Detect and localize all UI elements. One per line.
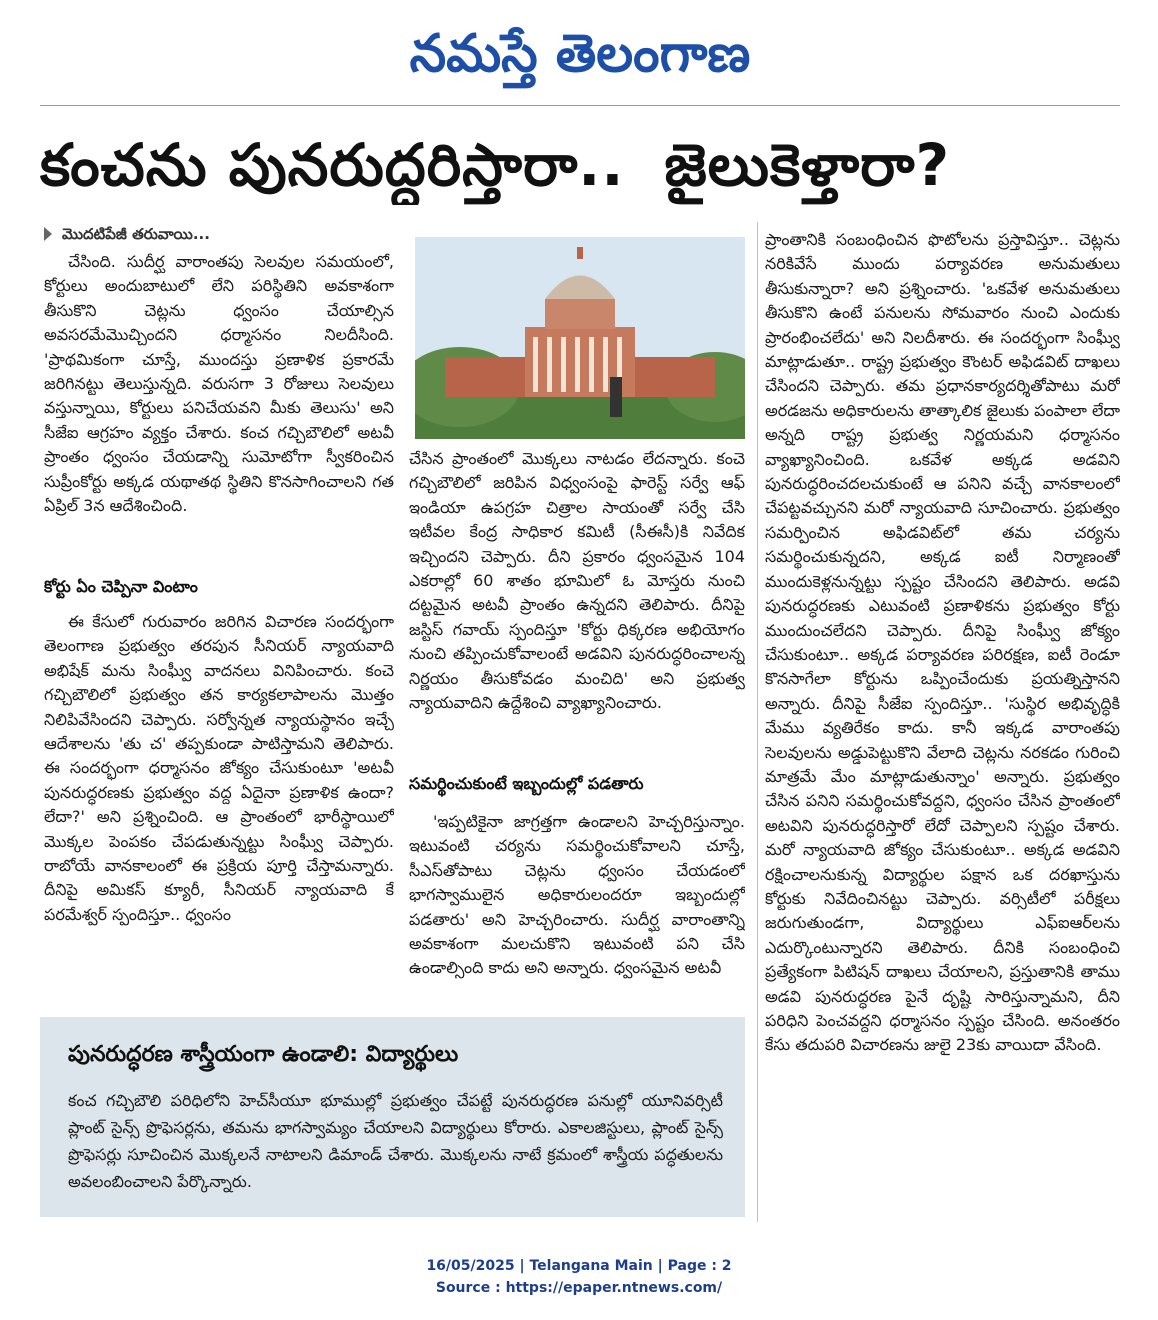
paragraph: 'ఇప్పటికైనా జాగ్రత్తగా ఉండాలని హెచ్చరిస్తున్నాం. ఇటువంటి చర్యను సమర్థించుకోవాలని చూస్తే, సీఎస్‌తోపాటు చెట్లను ధ్వంసం చేయడంలో భాగస్వాములైన అధికారులందరూ ఇబ్బందుల్లో పడతారు' అని హెచ్చరించారు. సుదీర్ఘ వారాంతాన్ని అవకాశంగా మలచుకొని ఇటువంటి పని చేసి ఉండాల్సింది కాదు అని అన్నారు. ధ్వంసమైన అటవీ — [409, 812, 745, 978]
header-rule — [40, 105, 1120, 106]
column-2-bottom — [409, 810, 745, 1000]
paragraph: చేసింది. సుదీర్ఘ వారాంతపు సెలవుల సమయంలో, కోర్టులు అందుబాటులో లేని పరిస్థితిని అవకాశంగా తీసుకొని చెట్లను ధ్వంసం చేయాల్సిన అవసరమేమొచ్చిందని ధర్మాసనం నిలదీసింది. 'ప్రాథమికంగా చూస్తే, ముందస్తు ప్రణాళిక ప్రకారమే జరిగినట్టు తెలుస్తున్నది. వరుసగా 3 రోజులు సెలవులు వస్తున్నాయి, కోర్టులు పనిచేయవని మీకు తెలుసు' అని సీజేఐ ఆగ్రహం వ్యక్తం చేశారు. కంచ గచ్చిబౌలిలో అటవీ ప్రాంతం ధ్వంసం చేయడాన్ని సుమోటోగా స్వీకరించిన సుప్రీంకోర్టు అక్కడ యథాతథ స్థితిని కొనసాగించాలని గత ఏప్రిల్ 3న ఆదేశించింది. — [44, 252, 394, 516]
column-3 — [765, 228, 1120, 1218]
paragraph: చేసిన ప్రాంతంలో మొక్కలు నాటడం లేదన్నారు. కంచె గచ్చిబౌలిలో జరిపిన విధ్వంసంపై ఫారెస్ట్ సర్వే ఆఫ్ ఇండియా ఉపగ్రహ చిత్రాల సాయంతో సర్వే చేసి ఇటీవల కేంద్ర సాధికార కమిటీ (సీఈసీ)కి నివేదిక ఇచ్చిందని చెప్పారు. దీని ప్రకారం ధ్వంసమైన 104 ఎకరాల్లో 60 శాతం భూమిలో ఓ మోస్తరు నుంచి దట్టమైన అటవీ ప్రాంతం ఉన్నదని తెలిపారు. దీనిపై జస్టిస్ గవాయ్ స్పందిస్తూ 'కోర్టు ధిక్కరణ అభియోగం నుంచి తప్పించుకోవాలంటే అడవిని పునరుద్ధరించాలన్న నిర్ణయం తీసుకోవడం మంచిది' అని ప్రభుత్వ న్యాయవాదిని ఉద్దేశించి వ్యాఖ్యానించారు. — [409, 449, 745, 713]
box-body: కంచ గచ్చిబౌలి పరిధిలోని హెచ్‌సీయూ భూముల్లో ప్రభుత్వం చేపట్టే పునరుద్ధరణ పనుల్లో యూనివర్సిటీ ప్లాంట్ సైన్స్ ప్రొఫెసర్లను, తమను భాగస్వామ్యం చేయాలని విద్యార్థులు కోరారు. ఎకాలజిస్టులు, ప్లాంట్ సైన్స్ ప్రొఫెసర్లు సూచించిన మొక్కలనే నాటాలని డిమాండ్ చేశారు. మొక్కలను నాటే క్రమంలో శాస్త్రీయ పద్ధతులను అవలంబించాలని పేర్కొన్నారు. — [68, 1091, 723, 1191]
column-1-top — [44, 250, 394, 583]
headline — [40, 125, 1120, 205]
masthead-logo: నమస్తే తెలంగాణ — [409, 23, 751, 84]
paragraph: ప్రాంతానికి సంబంధించిన ఫొటోలను ప్రస్తావిస్తూ.. చెట్లను నరికివేసే ముందు పర్యావరణ అనుమతులు తీసుకున్నారా? అని ప్రశ్నించారు. 'ఒకవేళ అనుమతులు తీసుకొని ఉంటే పనులను సోమవారం నుంచి ఎందుకు ప్రారంభించలేదు' అని నిలదీశారు. ఈ సందర్భంగా సింఘ్వీ మాట్లాడుతూ.. రాష్ట్ర ప్రభుత్వం కౌంటర్ అఫిడవిట్ దాఖలు చేసిందని చెప్పారు. తమ ప్రధానకార్యదర్శితోపాటు మరో అరడజను అధికారులను తాత్కాలిక జైలుకు పంపాలా లేదా అన్నది రాష్ట్ర ప్రభుత్వ నిర్ణయమని ధర్మాసనం వ్యాఖ్యానించింది. ఒకవేళ అక్కడ అడవిని పునరుద్ధరించదలచుకుంటే ఆ పనిని వచ్చే వానకాలంలో చేపట్టవచ్చునని మరో న్యాయవాది సూచించారు. ప్రభుత్వం సమర్పించిన అఫిడవిట్‌లో తమ చర్యను సమర్థించుకున్నదని, అక్కడ ఐటీ నిర్మాణంతో ముందుకెళ్లనున్నట్టు స్పష్టం చేసిందని తెలిపారు. అడవి పునరుద్ధరణకు ఎటువంటి ప్రణాళికను ప్రభుత్వం కోర్టు ముందుంచలేదని చెప్పారు. దీనిపై సింఘ్వీ జోక్యం చేసుకుంటూ.. అక్కడ పర్యావరణ పరిరక్షణ, ఐటీ రెండూ కొనసాగేలా కోర్టును ఒప్పించేందుకు ప్రయత్నిస్తానని అన్నారు. దీనిపై సీజేఐ స్పందిస్తూ.. 'సుస్థిర అభివృద్ధికి మేము వ్యతిరేకం కాదు. కానీ ఇక్కడ వారాంతపు సెలవులను అడ్డుపెట్టుకొని వేలాది చెట్లను నరకడం గురించి మాత్రమే మేం మాట్లాడుతున్నాం' అన్నారు. ప్రభుత్వం చేసిన పనిని సమర్థించుకోవద్దని, ధ్వంసం చేసిన ప్రాంతంలో అటవిని పునరుద్ధరిస్తారో లేదో చెప్పాలని స్పష్టం చేశారు. మరో న్యాయవాది జోక్యం చేసుకుంటూ.. అక్కడ అడవిని రక్షించాలనుకున్న విద్యార్థుల పక్షాన ఒక దరఖాస్తును కోర్టుకు నివేదించినట్టు చెప్పారు. వర్సిటీలో పరీక్షలు జరుగుతుండగా, విద్యార్థులు ఎఫ్‌ఐఆర్‌లను ఎదుర్కొంటున్నారని తెలిపారు. దీనికి సంబంధించి ప్రత్యేకంగా పిటిషన్ దాఖలు చేయాలని, ప్రస్తుతానికి తాము అడవి పునరుద్ధరణ పైనే దృష్టి సారిస్తున్నామని, దీని పరిధిని పెంచవద్దని ధర్మాసనం స్పష్టం చేసింది. అనంతరం కేసు తదుపరి విచారణను జులై 23కు వాయిదా వేసింది. — [765, 230, 1120, 1055]
headline-part2: జైలుకెళ్తారా? — [664, 131, 951, 199]
kicker — [44, 222, 210, 246]
footer — [0, 1255, 1158, 1299]
subheading-warning: సమర్థించుకుంటే ఇబ్బందుల్లో పడతారు — [409, 774, 644, 793]
footer-date-line: 16/05/2025 | Telangana Main | Page : 2 — [426, 1258, 732, 1274]
supreme-court-illustration — [415, 237, 745, 439]
arrow-icon — [44, 227, 52, 241]
footer-source-link[interactable]: Source : https://epaper.ntnews.com/ — [435, 1280, 723, 1296]
kicker-text: మొదటిపేజీ తరువాయి... — [62, 225, 210, 243]
paragraph: ఈ కేసులో గురువారం జరిగిన విచారణ సందర్భంగా తెలంగాణ ప్రభుత్వం తరపున సీనియర్ న్యాయవాది అభిషేక్ మను సింఘ్వీ వాదనలు వినిపించారు. కంచె గచ్చిబౌలిలో ప్రభుత్వం తన కార్యకలాపాలను మొత్తం నిలిపివేసిందని చెప్పారు. సర్వోన్నత న్యాయస్థానం ఇచ్చే ఆదేశాలను 'తు చ' తప్పకుండా పాటిస్తామని తెలిపారు. ఈ సందర్భంగా ధర్మాసనం జోక్యం చేసుకుంటూ 'అటవీ పునరుద్ధరణకు ప్రభుత్వం వద్ద ఏదైనా ప్రణాళిక ఉందా? లేదా?' అని ప్రశ్నించింది. ఆ ప్రాంతంలో భారీస్థాయిలో మొక్కల పెంపకం చేపడుతున్నట్టు సింఘ్వీ చెప్పారు. రాబోయే వానకాలంలో ఈ ప్రక్రియ పూర్తి చేస్తామన్నారు. దీనిపై అమికస్ క్యూరీ, సీనియర్ న్యాయవాది కే పరమేశ్వర్ స్పందిస్తూ.. ధ్వంసం — [44, 612, 394, 924]
box-title: పునరుద్ధరణ శాస్త్రీయంగా ఉండాలి: విద్యార్థులు — [68, 1042, 459, 1067]
students-sidebar-box — [40, 1017, 745, 1217]
column-divider — [757, 222, 758, 1222]
headline-part1: కంచను పునరుద్ధరిస్తారా.. — [40, 131, 625, 199]
supreme-court-photo — [415, 237, 745, 439]
subheading-court: కోర్టు ఏం చెప్పినా వింటాం — [44, 577, 198, 596]
column-1-bottom — [44, 610, 394, 1000]
column-2-top — [409, 447, 745, 762]
